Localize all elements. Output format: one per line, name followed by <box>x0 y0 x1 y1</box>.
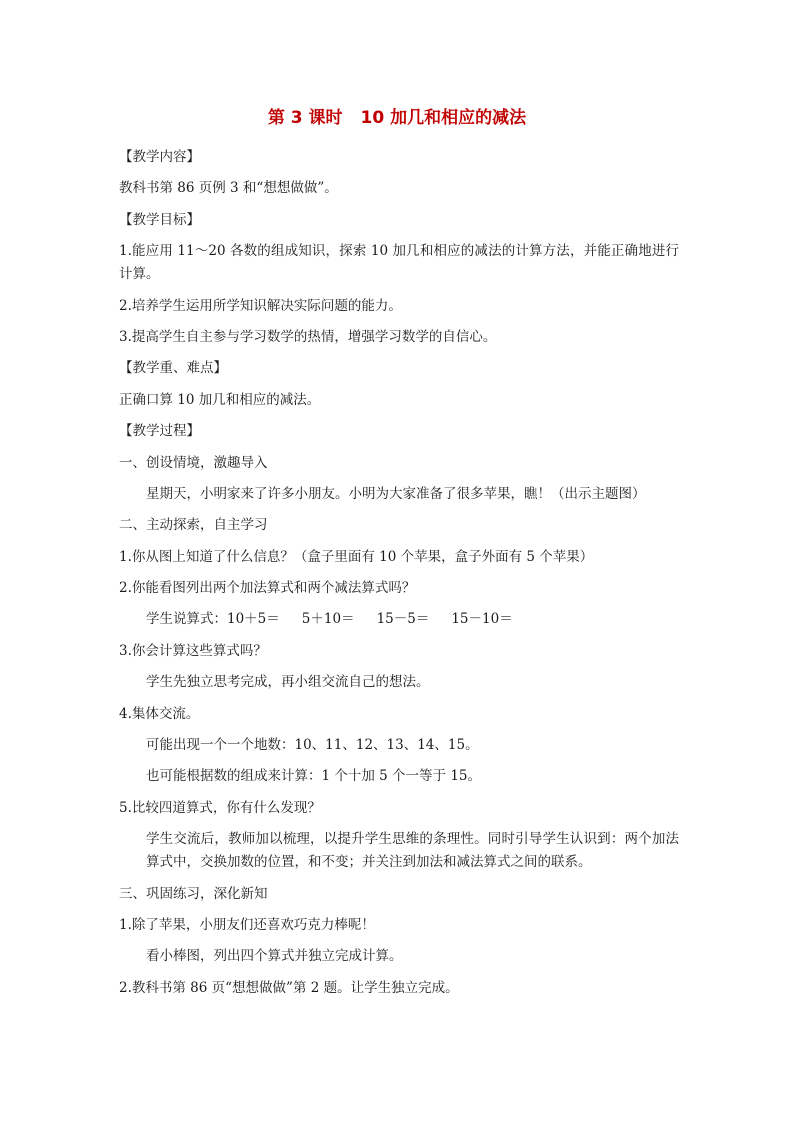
question-3: 3.你会计算这些算式吗？ <box>119 642 267 659</box>
step-heading-1: 一、创设情境，激趣导入 <box>119 454 268 471</box>
section-heading-key-points: 【教学重、难点】 <box>119 360 227 377</box>
question-5-text: 学生交流后，教师加以梳理，以提升学生思维的条理性。同时引导学生认识到：两个加法算式中，交换加数的位置，和不变；并关注到加法和减法算式之间的联系。 <box>146 831 679 871</box>
exercise-1: 1.除了苹果，小朋友们还喜欢巧克力棒呢！ <box>119 916 375 933</box>
exercise-1-text: 看小棒图，列出四个算式并独立完成计算。 <box>146 948 403 965</box>
section-heading-process: 【教学过程】 <box>119 423 200 440</box>
question-4-text-a: 可能出现一个一个地数：10、11、12、13、14、15。 <box>146 737 479 754</box>
equation-1: 学生说算式：10＋5＝ <box>146 611 280 628</box>
exercise-2: 2.教科书第 86 页“想想做做”第 2 题。让学生独立完成。 <box>119 979 459 996</box>
question-2: 2.你能看图列出两个加法算式和两个减法算式吗？ <box>119 580 416 597</box>
lesson-body <box>119 146 679 1008</box>
equation-3: 15－5＝ <box>376 611 430 628</box>
equation-4: 15－10＝ <box>451 611 513 628</box>
section-heading-goals: 【教学目标】 <box>119 211 200 228</box>
section-heading-content: 【教学内容】 <box>119 149 200 165</box>
step-heading-3: 三、巩固练习，深化新知 <box>119 885 268 902</box>
question-4-text-b: 也可能根据数的组成来计算：1 个十加 5 个一等于 15。 <box>146 768 482 785</box>
content-text: 教科书第 86 页例 3 和“想想做做”。 <box>119 180 338 197</box>
goal-3: 3.提高学生自主参与学习数学的热情，增强学习数学的自信心。 <box>119 328 497 345</box>
lesson-number: 第 3 课时 <box>267 108 343 128</box>
equation-2: 5＋10＝ <box>301 611 355 628</box>
step-heading-2: 二、主动探索，自主学习 <box>119 517 268 534</box>
lesson-topic: 10 加几和相应的减法 <box>360 108 527 128</box>
lesson-title <box>0 104 794 132</box>
step-1-text: 星期天，小明家来了许多小朋友。小明为大家准备了很多苹果，瞧！（出示主题图） <box>146 485 646 502</box>
question-4: 4.集体交流。 <box>119 705 200 722</box>
question-1: 1.你从图上知道了什么信息？（盒子里面有 10 个苹果，盒子外面有 5 个苹果） <box>119 548 594 565</box>
goal-1: 1.能应用 11～20 各数的组成知识，探索 10 加几和相应的减法的计算方法，并能正确地进行计算。 <box>119 243 679 283</box>
goal-2: 2.培养学生运用所学知识解决实际问题的能力。 <box>119 297 402 314</box>
question-3-text: 学生先独立思考完成，再小组交流自己的想法。 <box>146 674 430 691</box>
question-5: 5.比较四道算式，你有什么发现？ <box>119 799 321 816</box>
equations-line <box>119 608 679 631</box>
key-points-text: 正确口算 10 加几和相应的减法。 <box>119 391 321 408</box>
